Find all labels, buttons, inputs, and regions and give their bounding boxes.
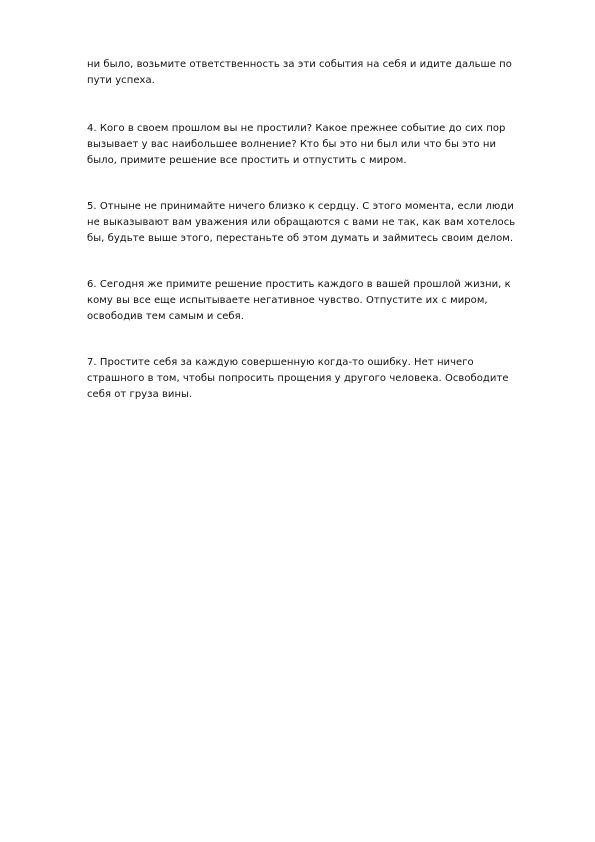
text-line: страшного в том, чтобы попросить прощения у другого человека. Освободите <box>87 373 509 384</box>
text-line: ни было, возьмите ответственность за эти события на себя и идите дальше по <box>87 59 512 70</box>
paragraph-item-4 <box>87 121 557 169</box>
text-line: себя от груза вины. <box>87 389 193 400</box>
text-line: 5. Отныне не принимайте ничего близко к сердцу. С этого момента, если люди <box>87 201 514 212</box>
text-line: кому вы все еще испытываете негативное чувство. Отпустите их с миром, <box>87 295 488 306</box>
text-line: вызывает у вас наибольшее волнение? Кто бы это ни был или что бы это ни <box>87 139 497 150</box>
paragraph-continuation <box>87 57 557 89</box>
text-line: освободив тем самым и себя. <box>87 311 244 322</box>
paragraph-item-6 <box>87 277 557 325</box>
text-line: 6. Сегодня же примите решение простить каждого в вашей прошлой жизни, к <box>87 279 511 290</box>
text-line: 4. Кого в своем прошлом вы не простили? Какое прежнее событие до сих пор <box>87 123 506 134</box>
text-line: 7. Простите себя за каждую совершенную когда-то ошибку. Нет ничего <box>87 357 474 368</box>
text-line: пути успеха. <box>87 75 155 86</box>
paragraph-item-5 <box>87 199 557 247</box>
text-line: было, примите решение все простить и отпустить с миром. <box>87 155 407 166</box>
paragraph-item-7 <box>87 355 557 403</box>
text-line: бы, будьте выше этого, перестаньте об этом думать и займитесь своим делом. <box>87 233 514 244</box>
text-line: не выказывают вам уважения или обращаются с вами не так, как вам хотелось <box>87 217 516 228</box>
